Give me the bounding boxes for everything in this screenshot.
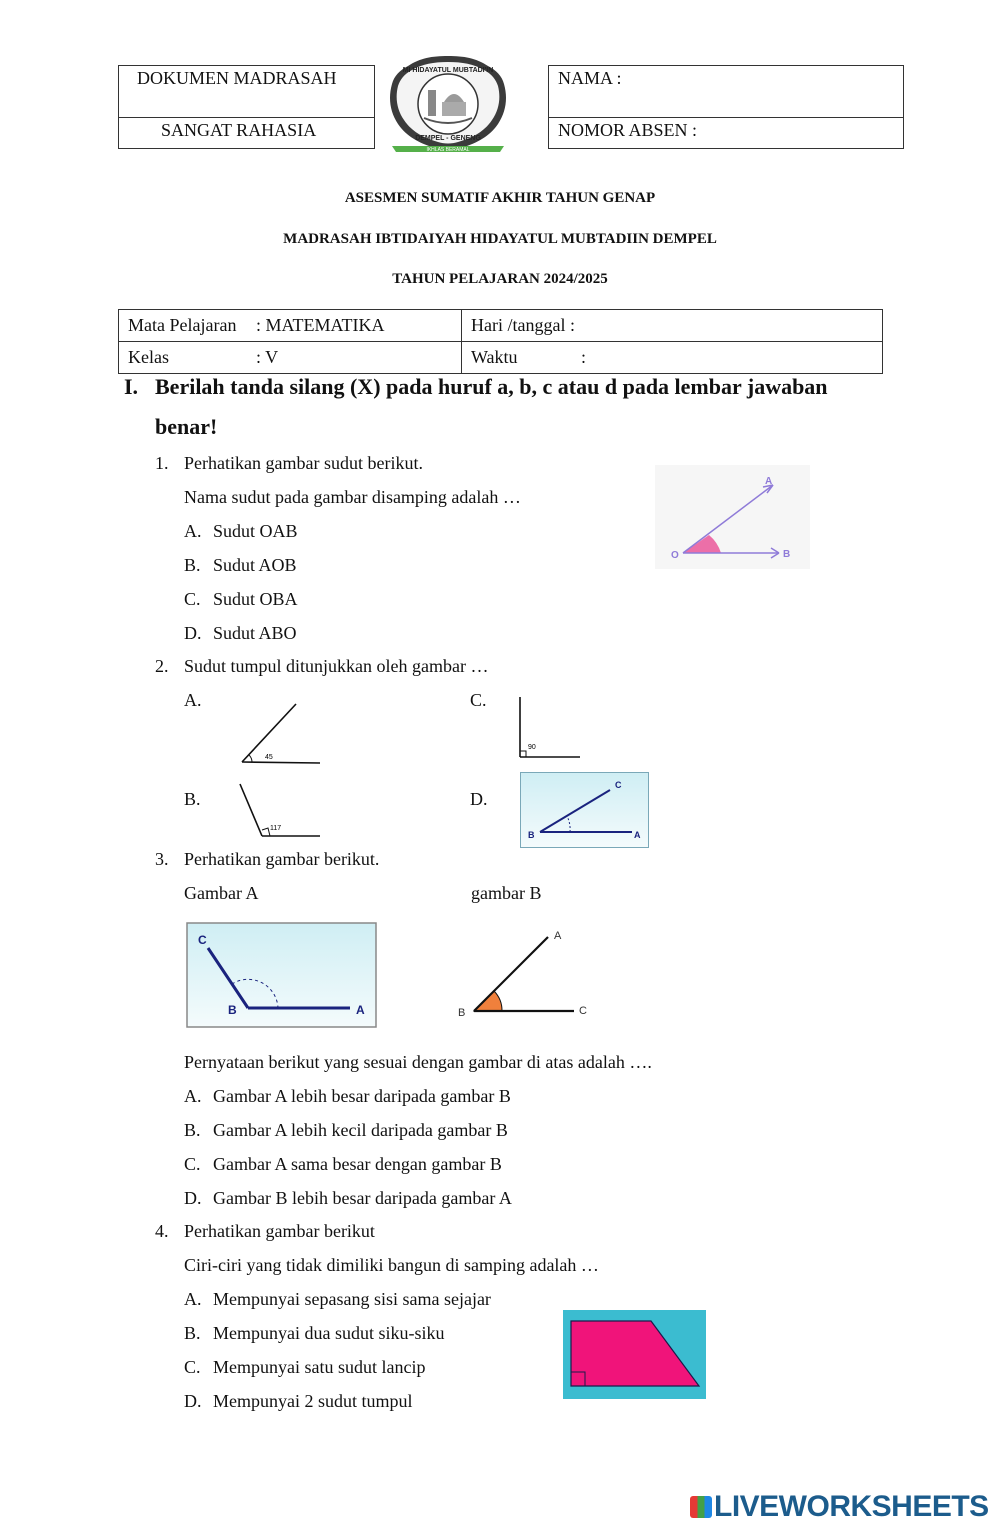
name-label: NAMA : <box>558 68 622 88</box>
header-right-row-2 <box>549 118 903 149</box>
confidential-label: SANGAT RAHASIA <box>161 120 317 140</box>
q4-option-a-text[interactable]: Mempunyai sepasang sisi sama sejajar <box>213 1289 491 1309</box>
q4-option-d-letter[interactable]: D. <box>184 1391 202 1411</box>
subject-label: Mata Pelajaran <box>128 315 237 335</box>
q3-option-a-letter[interactable]: A. <box>184 1086 202 1106</box>
q2-a-angle-label: 45 <box>265 754 273 761</box>
q1-option-c-text[interactable]: Sudut OBA <box>213 589 298 609</box>
header-left-row-1 <box>119 66 374 118</box>
q3-a-label-c: C <box>198 933 207 947</box>
q3-figure-a-caption: Gambar A <box>184 883 259 903</box>
q1-option-d-text[interactable]: Sudut ABO <box>213 623 297 643</box>
date-cell <box>462 310 883 342</box>
q1-option-c-letter[interactable]: C. <box>184 589 201 609</box>
q4-option-d-text[interactable]: Mempunyai 2 sudut tumpul <box>213 1391 413 1411</box>
liveworksheets-text: LIVEWORKSHEETS <box>714 1490 989 1523</box>
date-label: Hari /tanggal : <box>471 315 575 335</box>
q3-a-label-b: B <box>228 1003 237 1017</box>
q3-option-d-letter[interactable]: D. <box>184 1188 202 1208</box>
q1-label-a: A <box>765 476 773 487</box>
attendance-number-label: NOMOR ABSEN : <box>558 120 698 140</box>
q3-line-1: Perhatikan gambar berikut. <box>184 849 380 869</box>
q3-option-c-letter[interactable]: C. <box>184 1154 201 1174</box>
q3-figure-a <box>186 922 377 1028</box>
q4-option-c-text[interactable]: Mempunyai satu sudut lancip <box>213 1357 426 1377</box>
madrasah-logo <box>384 52 512 156</box>
q2-d-label-c: C <box>615 780 622 790</box>
q2-option-c-letter[interactable]: C. <box>470 690 487 710</box>
q4-option-b-text[interactable]: Mempunyai dua sudut siku-siku <box>213 1323 445 1343</box>
q2-c-angle-label: 90 <box>528 744 536 751</box>
q2-option-b-figure[interactable] <box>232 780 324 840</box>
q3-b-label-a: A <box>554 930 562 942</box>
class-cell <box>119 342 462 374</box>
q3-a-label-a: A <box>356 1003 365 1017</box>
q1-option-b-letter[interactable]: B. <box>184 555 201 575</box>
subject-cell <box>119 310 462 342</box>
time-value: : <box>581 347 587 367</box>
q4-option-b-letter[interactable]: B. <box>184 1323 201 1343</box>
q2-d-label-a: A <box>634 830 641 840</box>
q3-figure-b <box>452 925 592 1020</box>
q1-label-b: B <box>783 549 791 560</box>
logo-ribbon-text: IKHLAS BERAMAL <box>426 147 470 153</box>
logo-text-top: MI HIDAYATUL MUBTADI'IN <box>402 67 494 74</box>
header-left-box <box>118 65 375 149</box>
q1-option-a-text[interactable]: Sudut OAB <box>213 521 298 541</box>
class-label: Kelas <box>128 347 169 367</box>
q3-option-a-text[interactable]: Gambar A lebih besar daripada gambar B <box>213 1086 511 1106</box>
exam-info-table <box>118 309 883 374</box>
school-title: MADRASAH IBTIDAIYAH HIDAYATUL MUBTADIIN DEMPEL <box>283 231 717 247</box>
time-label: Waktu <box>471 347 518 367</box>
liveworksheets-icon <box>690 1496 712 1518</box>
q4-option-c-letter[interactable]: C. <box>184 1357 201 1377</box>
q2-option-c-figure[interactable] <box>514 694 584 762</box>
q3-b-label-c: C <box>579 1005 587 1017</box>
q3-figure-b-caption: gambar B <box>471 883 542 903</box>
liveworksheets-logo <box>690 1490 989 1524</box>
class-value: : V <box>256 347 279 367</box>
exam-title: ASESMEN SUMATIF AKHIR TAHUN GENAP <box>344 190 656 206</box>
q3-option-c-text[interactable]: Gambar A sama besar dengan gambar B <box>213 1154 502 1174</box>
section-instruction-line-1: Berilah tanda silang (X) pada huruf a, b, c atau d pada lembar jawaban <box>155 374 828 399</box>
q2-number: 2. <box>155 656 169 676</box>
q4-line-1: Perhatikan gambar berikut <box>184 1221 375 1241</box>
header-right-row-1 <box>549 66 903 118</box>
q2-line-1: Sudut tumpul ditunjukkan oleh gambar … <box>184 656 489 676</box>
q3-number: 3. <box>155 849 169 869</box>
q1-option-b-text[interactable]: Sudut AOB <box>213 555 297 575</box>
subject-value: : MATEMATIKA <box>256 315 385 335</box>
q2-option-d-figure[interactable] <box>520 772 649 848</box>
q1-angle-figure <box>655 465 810 569</box>
q1-line-2: Nama sudut pada gambar disamping adalah … <box>184 487 521 507</box>
q2-option-d-letter[interactable]: D. <box>470 789 488 809</box>
q1-label-o: O <box>671 550 679 561</box>
q2-option-b-letter[interactable]: B. <box>184 789 201 809</box>
q4-option-a-letter[interactable]: A. <box>184 1289 202 1309</box>
q2-d-label-b: B <box>528 830 535 840</box>
q3-b-label-b: B <box>458 1007 466 1019</box>
header-right-box <box>548 65 904 149</box>
q1-line-1: Perhatikan gambar sudut berikut. <box>184 453 423 473</box>
q2-option-a-letter[interactable]: A. <box>184 690 202 710</box>
logo-text-bottom: DEMPEL - GENENG <box>415 135 481 142</box>
q3-option-b-letter[interactable]: B. <box>184 1120 201 1140</box>
q4-trapezoid-figure <box>563 1310 706 1399</box>
q2-option-a-figure[interactable] <box>232 700 324 768</box>
q1-option-a-letter[interactable]: A. <box>184 521 202 541</box>
q4-line-2: Ciri-ciri yang tidak dimiliki bangun di samping adalah … <box>184 1255 599 1275</box>
time-cell <box>462 342 883 374</box>
school-year-title: TAHUN PELAJARAN 2024/2025 <box>392 271 608 287</box>
q3-option-d-text[interactable]: Gambar B lebih besar daripada gambar A <box>213 1188 512 1208</box>
q3-option-b-text[interactable]: Gambar A lebih kecil daripada gambar B <box>213 1120 508 1140</box>
doc-type-label: DOKUMEN MADRASAH <box>137 68 337 88</box>
q1-option-d-letter[interactable]: D. <box>184 623 202 643</box>
q1-number: 1. <box>155 453 169 473</box>
q2-b-angle-label: 117 <box>270 825 282 832</box>
q3-prompt: Pernyataan berikut yang sesuai dengan gambar di atas adalah …. <box>184 1052 652 1072</box>
section-instruction-line-2: benar! <box>155 414 218 439</box>
header-left-row-2 <box>119 118 374 149</box>
q4-number: 4. <box>155 1221 169 1241</box>
section-number: I. <box>124 374 139 399</box>
